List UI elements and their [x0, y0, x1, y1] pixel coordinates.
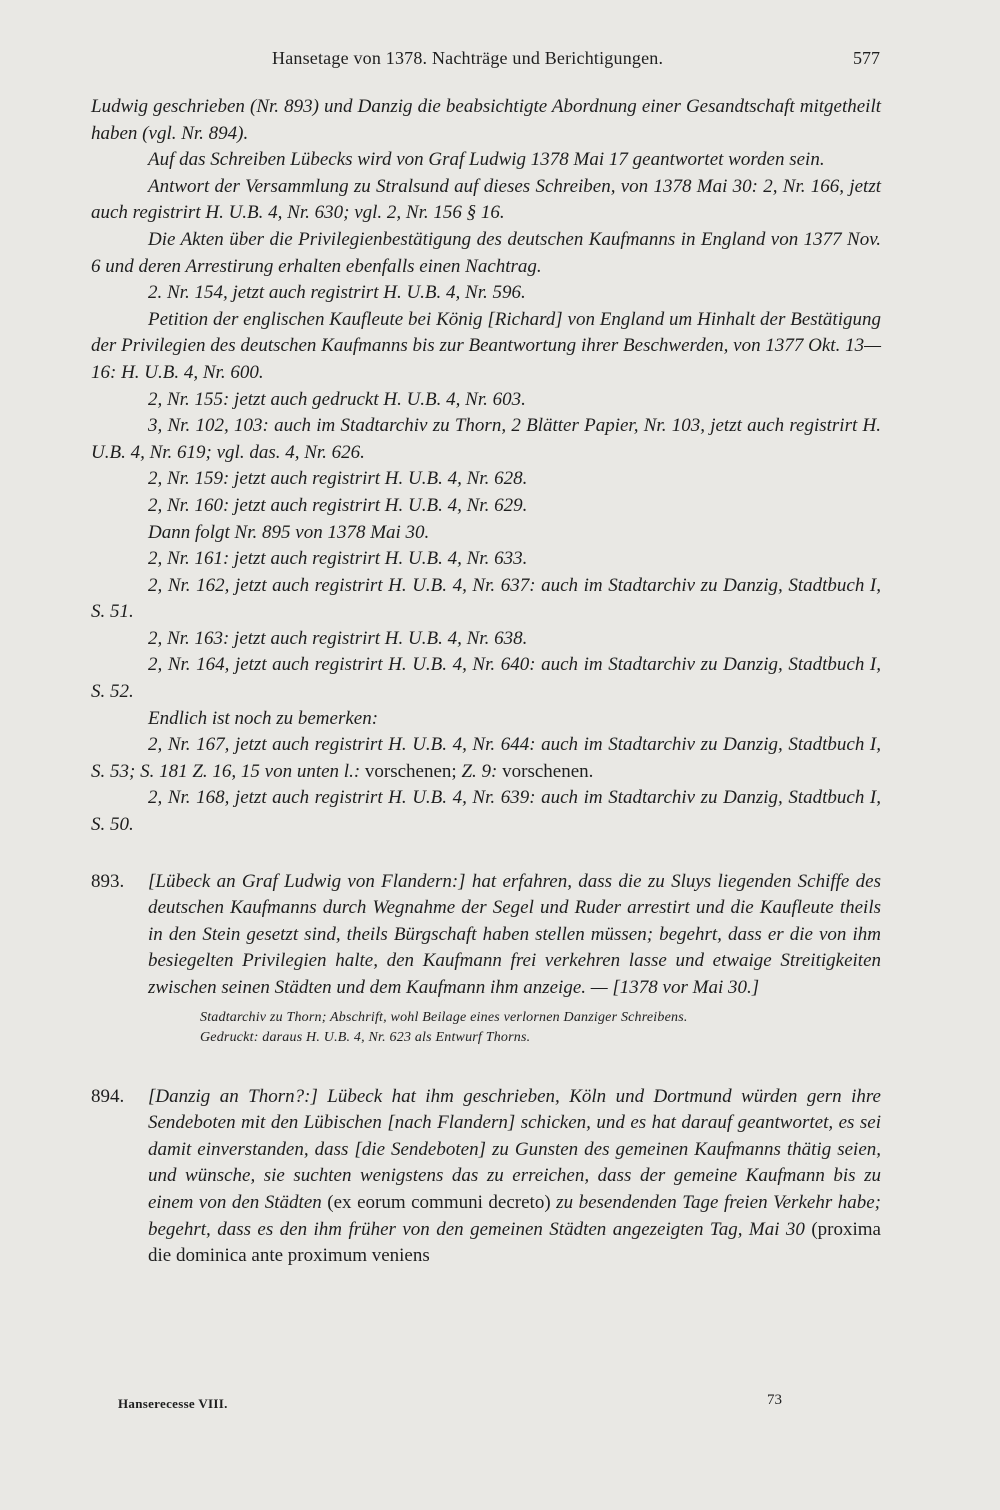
entry-894 [91, 1084, 881, 1270]
volume-title: Hanserecesse VIII. [118, 1396, 228, 1411]
paragraph: Antwort der Versammlung zu Stralsund auf dieses Schreiben, von 1378 Mai 30: 2, Nr. 166, jetzt auch registrirt H. U.B. 4, Nr. 630; vgl. 2, Nr. 156 § 16. [91, 175, 881, 224]
paragraph: 2, Nr. 155: jetzt auch gedruckt H. U.B. 4, Nr. 603. [148, 388, 526, 410]
italic-run: 2, Nr. 167, jetzt auch registrirt H. U.B. 4, Nr. 644: auch im Stadtarchiv zu Danzig, Stadtbuch I, S. 53; S. 181 Z. 16, 15 von unten l.: [91, 734, 881, 782]
running-title: Hansetage von 1378. Nachträge und Berichtigungen. [272, 48, 664, 68]
italic-run: Z. 9: [461, 760, 498, 782]
paragraph: 2, Nr. 159: jetzt auch registrirt H. U.B. 4, Nr. 628. [148, 468, 528, 490]
entry-summary: [Danzig an Thorn?:] Lübeck hat ihm geschrieben, Köln und Dortmund würden gern ihre Sendeboten mit den Lübischen [nach Flandern] schicken, und es hat darauf geantwortet, es sei damit einverstanden, dass [die Sendeboten] zu Gunsten des gemeinen Kaufmanns thätig seien, und wünsche, sie suchten wenigstens das zu erreichen, dass der gemeine Kaufmann bis zu einem von den Städten [148, 1085, 881, 1213]
entry-number: 893. [91, 870, 125, 892]
italic-run: zu besendenden Tage freien Verkehr habe; begehrt, dass es den ihm früher von den gemeinen Städten angezeigten Tag, Mai 30 [148, 1191, 881, 1240]
paragraph: Endlich ist noch zu bemerken: [148, 707, 379, 729]
entry-number: 894. [91, 1085, 125, 1107]
page-number: 577 [853, 48, 880, 68]
paragraph: 2. Nr. 154, jetzt auch registrirt H. U.B. 4, Nr. 596. [148, 282, 526, 304]
source-note: Stadtarchiv zu Thorn; Abschrift, wohl Beilage eines verlornen Danziger Schreibens. [200, 1009, 688, 1025]
entry-summary: [Lübeck an Graf Ludwig von Flandern:] hat erfahren, dass die zu Sluys liegenden Schiffe des deutschen Kaufmanns durch Wegnahme der Segel und Ruder arrestirt und die Kaufleute theils in den Stein gesetzt sind, theils Bürgschaft haben stellen müssen; begehrt, dass er die von ihm besiegelten Privilegien halte, den Kaufmann frei verkehren lasse und etwaige Streitigkeiten zwischen seinen Städten und dem Kaufmann ihm anzeige. — [1378 vor Mai 30.] [148, 870, 881, 998]
paragraph: 2, Nr. 164, jetzt auch registrirt H. U.B. 4, Nr. 640: auch im Stadtarchiv zu Danzig, Stadtbuch I, S. 52. [91, 654, 881, 703]
paragraph-mixed [91, 732, 881, 785]
paragraph: 2, Nr. 162, jetzt auch registrirt H. U.B. 4, Nr. 637: auch im Stadtarchiv zu Danzig, Stadtbuch I, S. 51. [91, 574, 881, 623]
paragraph: Die Akten über die Privilegienbestätigung des deutschen Kaufmanns in England von 1377 Nov. 6 und deren Arrestirung erhalten ebenfalls einen Nachtrag. [91, 228, 881, 277]
page-footer [118, 1392, 782, 1422]
section-gap [91, 839, 881, 869]
sheet-signature: 73 [767, 1392, 782, 1408]
paragraph: 2, Nr. 161: jetzt auch registrirt H. U.B. 4, Nr. 633. [148, 548, 528, 570]
roman-run: vorschenen; [360, 760, 462, 782]
paragraph: 2, Nr. 160: jetzt auch registrirt H. U.B. 4, Nr. 629. [148, 494, 528, 516]
paragraph: 2, Nr. 168, jetzt auch registrirt H. U.B. 4, Nr. 639: auch im Stadtarchiv zu Danzig, Stadtbuch I, S. 50. [91, 787, 881, 836]
entry-893 [91, 869, 881, 1048]
roman-run: (ex eorum communi decreto) [321, 1191, 557, 1213]
paragraph: Ludwig geschrieben (Nr. 893) und Danzig die beabsichtigte Abordnung einer Gesandtschaft mitgetheilt haben (vgl. Nr. 894). [91, 96, 881, 144]
paragraph: 2, Nr. 163: jetzt auch registrirt H. U.B. 4, Nr. 638. [148, 627, 528, 649]
entry-text [91, 869, 881, 1002]
roman-run: vorschenen. [497, 760, 594, 782]
page-header [120, 48, 880, 78]
paragraph: 3, Nr. 102, 103: auch im Stadtarchiv zu Thorn, 2 Blätter Papier, Nr. 103, jetzt auch registrirt H. U.B. 4, Nr. 619; vgl. das. 4, Nr. 626. [91, 415, 881, 463]
entry-text [91, 1084, 881, 1270]
print-note: Gedruckt: daraus H. U.B. 4, Nr. 623 als Entwurf Thorns. [200, 1029, 531, 1045]
paragraph: Petition der englischen Kaufleute bei König [Richard] von England um Hinhalt der Bestätigung der Privilegien des deutschen Kaufmanns bis zur Beantwortung ihrer Beschwerden, von 1377 Okt. 13—16: H. U.B. 4, Nr. 600. [91, 308, 881, 383]
paragraph: Dann folgt Nr. 895 von 1378 Mai 30. [148, 521, 430, 543]
roman-run: (proxima die dominica ante proximum veniens [148, 1218, 881, 1267]
paragraph: Auf das Schreiben Lübecks wird von Graf Ludwig 1378 Mai 17 geantwortet worden sein. [148, 149, 825, 171]
page-body [91, 94, 881, 1270]
section-gap [91, 1048, 881, 1084]
